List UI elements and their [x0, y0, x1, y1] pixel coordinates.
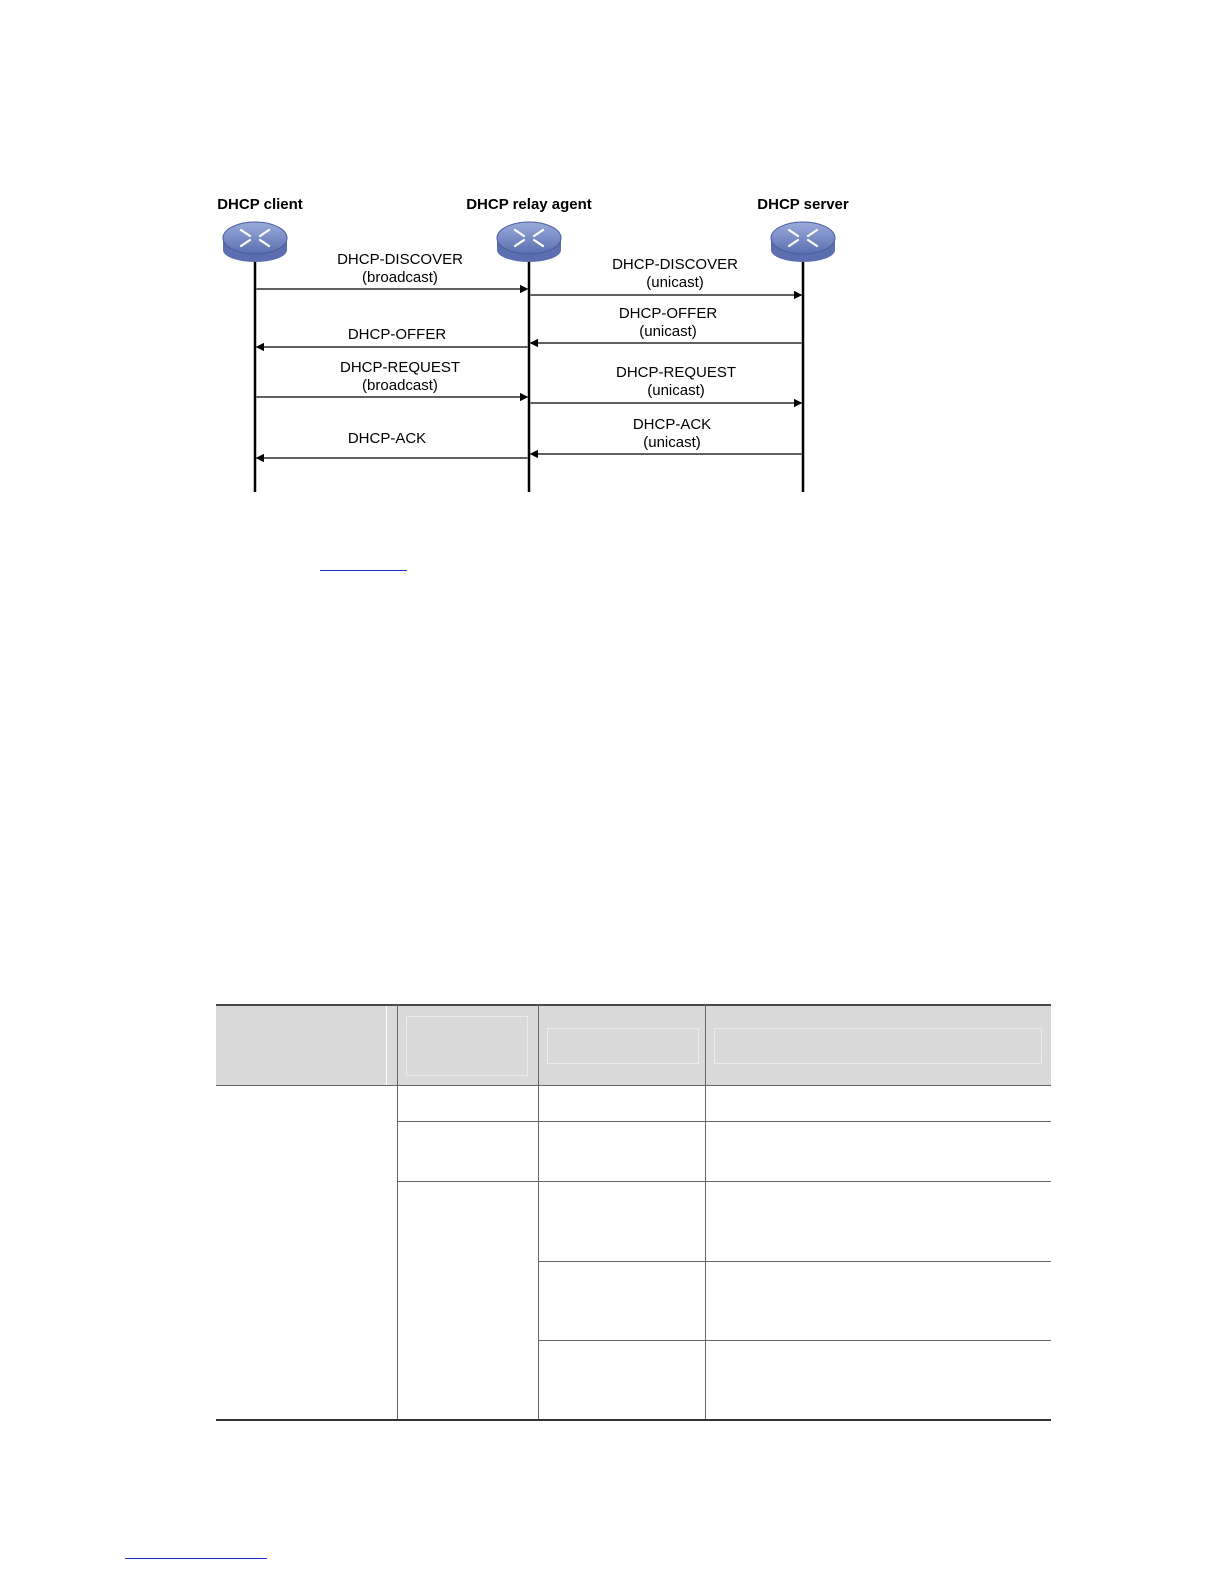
message-label-request-relay-to-server — [616, 364, 736, 400]
message-label-request-client-to-relay — [340, 359, 460, 395]
relay-table — [216, 1004, 1051, 1420]
message-name: DHCP-DISCOVER — [612, 256, 738, 273]
message-name: DHCP-DISCOVER — [337, 251, 463, 268]
switch-device-icon — [223, 222, 287, 262]
row-divider — [397, 1181, 1051, 1182]
message-label-offer-server-to-relay — [619, 305, 717, 341]
message-label-offer-relay-to-client — [348, 326, 446, 344]
dhcp-relay-sequence-diagram — [0, 0, 1224, 540]
message-label-discover-relay-to-server — [612, 256, 738, 292]
switch-device-icon — [497, 222, 561, 262]
row-divider — [216, 1085, 1051, 1086]
switch-device-icon — [771, 222, 835, 262]
message-mode: (unicast) — [646, 274, 704, 291]
message-label-discover-client-to-relay — [337, 251, 463, 287]
message-name: DHCP-ACK — [347, 430, 427, 447]
message-name: DHCP-REQUEST — [339, 359, 461, 376]
node-label-dhcp-client: DHCP client — [217, 196, 303, 213]
column-divider — [397, 1004, 398, 1420]
footer-hyperlink-underline[interactable] — [125, 1558, 267, 1559]
message-label-ack-relay-to-client — [348, 430, 426, 448]
column-divider — [705, 1004, 706, 1420]
table-header-row — [216, 1004, 1051, 1085]
hyperlink-underline[interactable] — [320, 570, 407, 571]
table-header-cell — [406, 1016, 528, 1076]
table-header-cell — [547, 1028, 699, 1064]
message-mode: (broadcast) — [362, 377, 438, 394]
node-label-dhcp-server: DHCP server — [757, 196, 849, 213]
row-divider — [538, 1340, 1051, 1341]
row-divider — [397, 1121, 1051, 1122]
header-divider — [386, 1006, 387, 1087]
message-mode: (unicast) — [639, 323, 697, 340]
column-divider — [538, 1004, 539, 1420]
message-mode: (broadcast) — [362, 269, 438, 286]
table-bottom-border — [216, 1419, 1051, 1421]
message-name: DHCP-OFFER — [618, 305, 718, 322]
message-label-ack-server-to-relay — [633, 416, 711, 452]
table-header-cell — [714, 1028, 1042, 1064]
node-label-dhcp-relay-agent: DHCP relay agent — [466, 196, 592, 213]
message-name: DHCP-REQUEST — [615, 364, 737, 381]
message-name: DHCP-ACK — [632, 416, 712, 433]
row-divider — [538, 1261, 1051, 1262]
message-name: DHCP-OFFER — [347, 326, 447, 343]
message-mode: (unicast) — [643, 434, 701, 451]
message-mode: (unicast) — [647, 382, 705, 399]
